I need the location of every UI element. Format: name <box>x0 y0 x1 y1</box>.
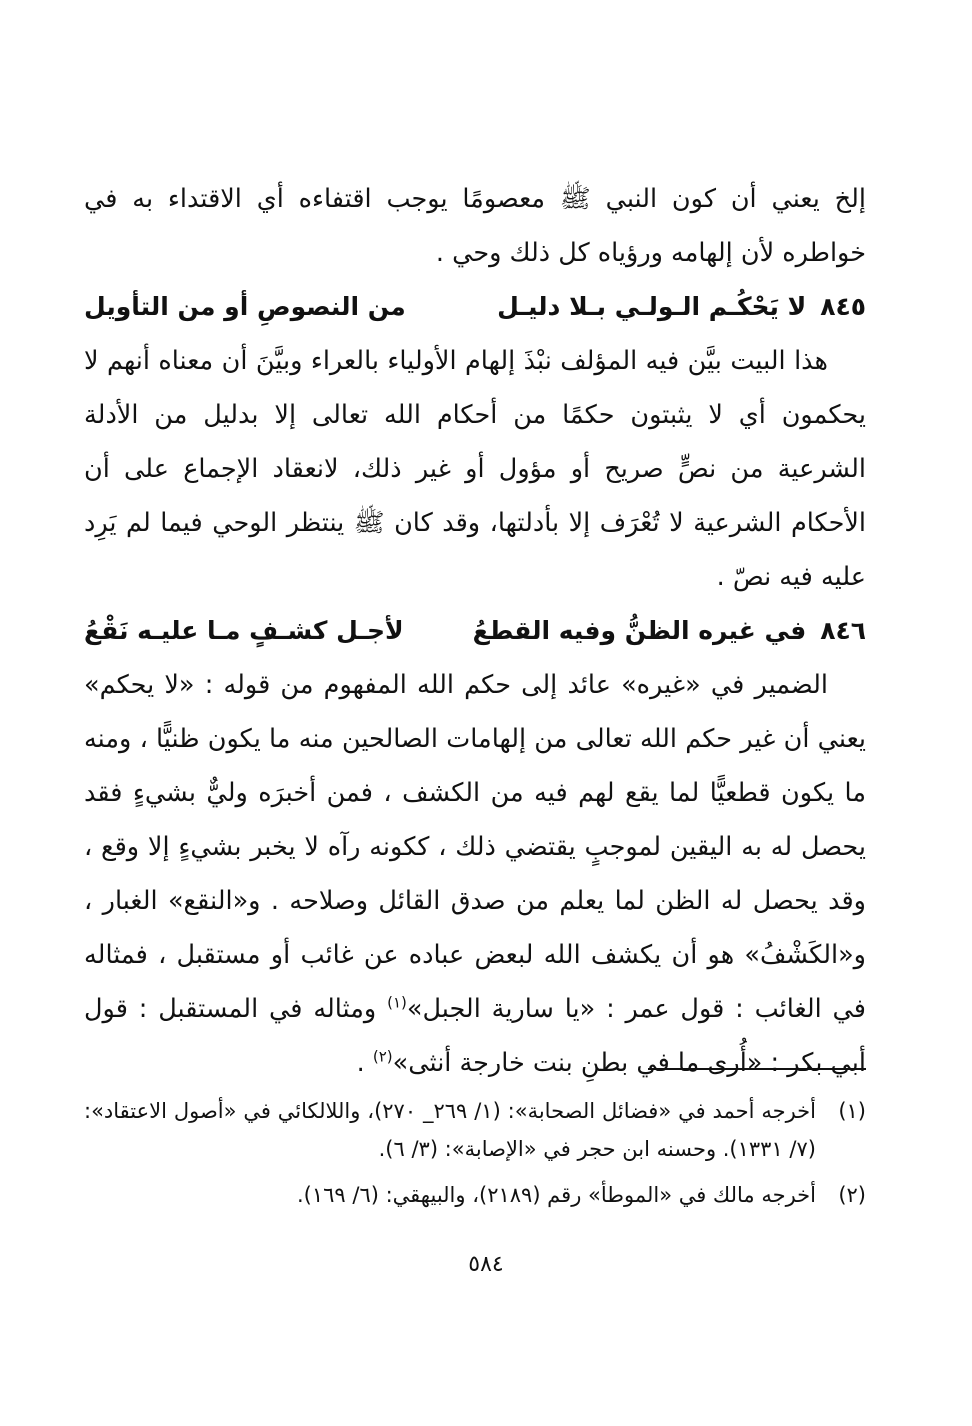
verse-second-hemistich: لأجـل كشـفٍ مـا عليـه نَقْعُ <box>84 616 404 645</box>
footnote-divider <box>648 1068 866 1070</box>
footnote-1 <box>84 1092 866 1168</box>
paragraph-commentary-846 <box>84 658 866 1090</box>
paragraph-commentary-845: هذا البيت بيَّن فيه المؤلف نبْذَ إلهام الأولياء بالعراء وبيَّنَ أن معناه أنهم لا يحكمون أي لا يثبتون حكمًا من أحكام الله تعالى إلا بدليل من الأدلة الشرعية من نصٍّ صريح أو مؤول أو غير ذلك، لانعقاد الإجماع على أن الأحكام الشرعية لا تُعْرَف إلا بأدلتها، وقد كان ﷺ ينتظر الوحي فيما لم يَرِد عليه فيه نصّ . <box>84 346 866 592</box>
footnote-text: أخرجه مالك في «الموطأ» رقم (٢١٨٩)، والبيهقي: (٦/ ١٦٩). <box>296 1183 816 1207</box>
commentary-text: الضمير في «غيره» عائد إلى حكم الله المفهوم من قوله : «لا يحكم» يعني أن غير حكم الله تعالى من إلهامات الصالحين منه ما يكون ظنيًّا ، ومنه ما يكون قطعيًّا لما يقع لهم فيه من الكشف ، فمن أخبرَه وليٌّ بشيءٍ فقد يحصل له به اليقين لموجبٍ يقتضي ذلك ، ككونه رآه لا يخبر بشيءٍ إلا وقع ، وقد يحصل له الظن لما يعلم من صدق القائل وصلاحه . و«النقع» الغبار ، و«الكَشْفُ» هو أن يكشف الله لبعض عباده عن غائب أو مستقبل ، فمثاله في الغائب : قول عمر : «يا سارية الجبل» <box>84 670 866 1024</box>
footnote-ref-1[interactable]: (١) <box>387 993 407 1012</box>
paragraph-intro: إلخ يعني أن كون النبي ﷺ معصومًا يوجب اقتفاءه أي الاقتداء به في خواطره لأن إلهامه ورؤياه كل ذلك وحي . <box>84 184 866 268</box>
verse-second-hemistich: من النصوصِ أو من التأويل <box>84 292 406 321</box>
footnote-text: أخرجه أحمد في «فضائل الصحابة»: (١/ ٢٦٩_ ٢٧٠)، واللالكائي في «أصول الاعتقاد»: (٧/ ١٣٣١). وحسنه ابن حجر في «الإصابة»: (٣/ ٦). <box>84 1099 816 1161</box>
main-text <box>84 172 866 1090</box>
verse-number: ٨٤٦ <box>820 616 866 645</box>
commentary-text: ومثاله في المستقبل : قول أبي بكر : «أُرى ما في بطنِ بنت خارجة أنثى» <box>84 994 866 1078</box>
footnote-ref-2[interactable]: (٢) <box>372 1047 393 1066</box>
commentary-text: . <box>356 1048 373 1078</box>
footnotes <box>84 1092 866 1222</box>
verse-845 <box>84 280 866 334</box>
footnote-number: (١) <box>838 1099 866 1123</box>
verse-number: ٨٤٥ <box>820 292 866 321</box>
page-number: ٥٨٤ <box>468 1252 504 1277</box>
verse-846 <box>84 604 866 658</box>
verse-first-hemistich: لا يَحْكُـم الـولـي بـلا دليـل <box>497 292 807 321</box>
footnote-2 <box>84 1176 866 1214</box>
verse-first-hemistich: في غيره الظنُّ وفيه القطعُ <box>472 616 807 645</box>
footnote-number: (٢) <box>838 1183 866 1207</box>
